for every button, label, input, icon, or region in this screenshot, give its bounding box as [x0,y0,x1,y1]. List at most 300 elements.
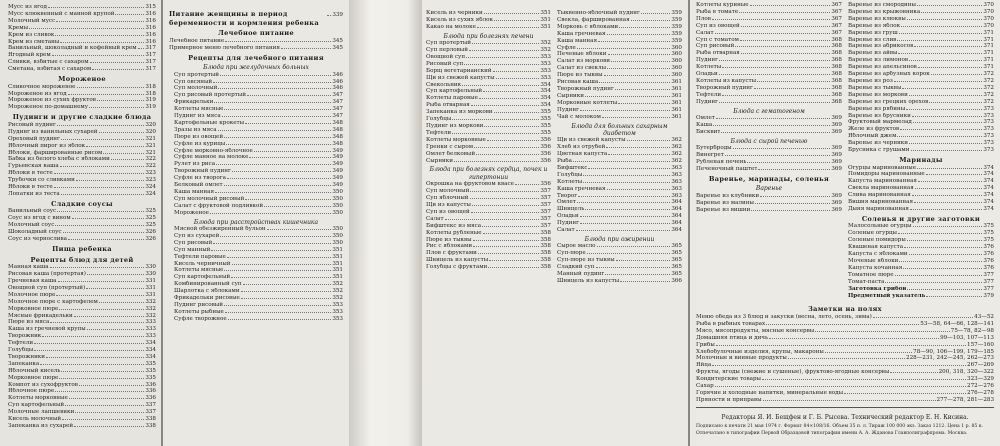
entry-title: Каша гречневая [557,185,606,192]
toc-entry [696,57,842,64]
dot-leader [56,295,144,296]
entry-title: Тефтели [8,340,34,347]
entry-title: Суп яблочный [426,195,469,202]
entry-title: Тефтели [696,91,722,98]
dot-leader [741,26,831,27]
entry-title: Зразы из мяса [174,126,217,133]
page-number: 369 [831,115,842,121]
entry-title: Мясной обезжиренный бульон [174,226,266,233]
toc-entry [8,11,156,18]
entry-title: Соленые огурцы [848,230,897,237]
dot-leader [68,94,145,95]
dot-leader [466,57,539,58]
entry-title: Кондитерские товары [696,376,762,383]
toc-entry [174,113,343,120]
toc-entry [557,31,682,38]
page-number: 325 [145,208,156,215]
dot-leader [483,233,540,234]
section-heading: Маринады [899,155,943,164]
dot-leader [488,267,539,268]
entry-title: Каша из гречневой крупы [8,326,86,333]
entry-group [169,38,343,52]
subsection-heading: Блюда при желудочных больных [203,64,309,72]
dot-leader [225,312,331,313]
dot-leader [232,171,331,172]
dot-leader [477,27,539,28]
dot-leader [452,133,539,134]
page-number: 365 [671,264,682,271]
entry-title: Чай с молоком [557,113,601,120]
section-heading: Пудинги и другие сладкие блюда [12,113,152,122]
entry-title: Рис с яблоками [426,243,473,250]
dot-leader [515,184,539,185]
entry-title: Крем из сливок [8,31,55,38]
toc-entry [174,295,343,302]
toc-entry [848,85,994,92]
page-number: 353 [540,60,551,67]
page-number: 335 [145,374,156,381]
page-number: 316 [145,17,156,24]
divider [696,407,994,408]
toc-entry [426,181,551,188]
entry-title: Котлеты из капусты [696,77,757,84]
dot-leader [76,180,145,181]
entry-title: Рисовая каша (протертая) [8,271,86,278]
entry-title: Суп картофельный [174,274,231,281]
section-heading: Пища ребенка [52,244,112,253]
entry-title: Кисель молочный [8,416,62,423]
dot-leader [99,302,144,303]
dot-leader [476,154,539,155]
dot-leader [897,40,982,41]
entry-title: Мусс клюквенный с манной крупой [8,10,115,17]
toc-entry [8,229,156,236]
entry-title: Фрикадельки рисовые [174,295,240,302]
entry-title: Рыба [557,158,572,165]
dot-leader [751,210,830,211]
dot-leader [99,132,145,133]
toc-entry [8,416,156,423]
toc-entry [557,227,682,234]
page-number: 317 [145,52,156,59]
toc-entry [696,166,842,173]
entry-title: Варенье из брусники [848,112,911,119]
toc-entry [696,16,842,23]
toc-entry [8,91,156,98]
toc-entry [174,161,343,168]
subsection-heading: Варенье [755,185,783,193]
entry-group [696,193,842,214]
entry-title: Котлеты мясные [174,267,224,274]
page-number: 356 [540,143,551,150]
entry-title: Томатное пюре [848,271,894,278]
page-number: 347 [332,99,343,106]
toc-entry [8,136,156,143]
toc-entry [696,122,842,129]
page-number: 361 [671,99,682,106]
entry-title: Творожники [8,353,46,360]
entry-title: Салат из свеклы [557,65,607,72]
entry-title: Каша гречневая [557,30,606,37]
page-number: 373 [983,140,994,147]
page-number: 371 [983,50,994,57]
entry-title: Ореховый пудинг [8,135,60,142]
entry-title: Компот из сухофруктов [8,381,78,388]
dot-leader [89,107,144,108]
toc-entry [848,265,994,272]
dot-leader [903,268,982,269]
dot-leader [489,260,539,261]
entry-title: Суфле манное на молоке [174,154,249,161]
toc-entry [8,313,156,320]
page-number: 356 [540,150,551,157]
dot-leader [899,33,983,34]
entry-title: Варенье из грецких орехов [848,98,929,105]
page-number: 323 [145,177,156,184]
entry-title: Каша [696,121,713,128]
entry-group [557,243,682,284]
page-number: 363 [671,171,682,178]
toc-entry [169,45,343,52]
dot-leader [894,81,983,82]
toc-entry [696,152,842,159]
toc-entry [696,362,994,369]
page-number: 331 [145,291,156,298]
dot-leader [760,196,830,197]
entry-title: Рулет из риса [174,161,216,168]
page-number: 75—78, 82—98 [950,327,994,334]
page-number: 335 [145,367,156,374]
entry-title: Запеканка из моркови [426,109,493,116]
dot-leader [55,35,144,36]
page-number: 367 [831,22,842,29]
toc-entry [696,50,842,57]
dot-leader [769,338,939,339]
dot-leader [214,102,331,103]
page-number: 324 [145,184,156,191]
dot-leader [909,95,983,96]
dot-leader [573,161,670,162]
toc-entry [174,267,343,274]
dot-leader [55,391,144,392]
page-number: 361 [671,113,682,120]
page-number: 316 [145,10,156,17]
entry-title: Морковные котлеты [557,99,618,106]
dot-leader [580,110,670,111]
entry-title: Варенье из лимонов [848,57,909,64]
entry-title: Голубцы [8,347,34,354]
page-number: 345 [332,37,343,44]
page-number: 353 [332,308,343,315]
page-number: 367 [831,15,842,22]
dot-leader [222,116,332,117]
toc-entry [696,383,994,390]
entry-title: Мороженое по-домашнему [8,104,89,111]
entry-title: Грибы [696,341,715,348]
entry-title: Бисквит [696,128,721,135]
entry-title: Капуста маринованная [848,178,917,185]
entry-title: Фрикадельки [174,99,214,106]
toc-entry [174,316,343,323]
entry-group [426,10,551,31]
dot-leader [900,129,982,130]
dot-leader [77,87,145,88]
entry-title: Предметный указатель [848,292,926,299]
toc-entry [696,64,842,71]
page-number: 359 [671,23,682,30]
entry-title: Суп овсяный [174,78,213,85]
entry-title: Котлеты [557,178,583,185]
entry-title: Кремы [8,24,29,31]
dot-leader [473,240,540,241]
page-number: 356 [540,181,551,188]
toc-entry [848,71,994,78]
page-number: 315 [145,4,156,10]
dot-leader [54,187,145,188]
page-number: 357 [540,208,551,215]
entry-title: Шоколадный соус [8,229,62,236]
page-number: 331 [145,277,156,284]
entry-group [848,2,994,154]
entry-title: Пудинг рисовый [174,302,223,308]
page-number: 370 [983,2,994,8]
dot-leader [218,88,331,89]
dot-leader [220,75,331,76]
toc-entry [8,409,156,416]
toc-entry [8,299,156,306]
page-number: 364 [671,220,682,227]
toc-entry [8,388,156,395]
entry-title: Варенье из клюквы [848,15,906,22]
toc-entry [8,285,156,292]
entry-title: Мороженое [174,209,209,216]
entry-group [169,226,343,323]
page-number: 316 [145,24,156,31]
entry-title: Варенье из тыквы [848,84,902,91]
toc-entry [557,137,682,144]
page-number: 367 [831,2,842,8]
dot-leader [898,53,982,54]
entry-group [848,165,994,213]
entry-title: Пудинг из ванильных сухарей [8,128,98,135]
dot-leader [213,243,331,244]
page-number: 368 [831,57,842,64]
toc-entry [174,196,343,203]
entry-title: Примерное меню лечебного питания [169,44,280,51]
toc-entry [426,95,551,102]
dot-leader [788,358,905,359]
dot-leader [138,48,145,49]
page-number: 368 [831,77,842,84]
dot-leader [478,253,539,254]
dot-leader [245,123,331,124]
page-number: 337 [145,402,156,409]
toc-entry [169,38,343,45]
page-number: 337 [145,409,156,416]
toc-entry [696,85,842,92]
page-number: 324 [145,190,156,197]
page-number: 367 [831,8,842,15]
page-number: 348 [332,119,343,126]
entry-title: Рисовый пудинг [8,121,56,128]
entry-group [696,2,842,106]
entry-title: Гречневая каша [8,277,57,284]
entry-title: Пюре из овощей [174,133,224,140]
entry-title: Плов [696,15,711,22]
section-heading: Мороженое [58,75,106,84]
entry-title: Суп-пюре [557,250,586,257]
dot-leader [464,64,539,65]
page-number: 336 [145,388,156,395]
page-number: 368 [831,71,842,78]
toc-entry [8,368,156,375]
toc-entry [557,93,682,100]
toc-entry [8,45,156,52]
dot-leader [602,117,670,118]
entry-title: Квашеная капуста [848,244,904,251]
toc-entry [848,272,994,279]
toc-entry [696,369,994,376]
dot-leader [739,12,830,13]
page-number: 374 [983,171,994,178]
page-number: 354 [540,81,551,88]
page-number: 368 [831,64,842,71]
toc-entry [848,2,994,9]
dot-leader [55,225,144,226]
entry-group [8,208,156,243]
entry-title: Суп картофельный [8,402,65,409]
toc-entry [848,171,994,178]
page-number: 363 [671,178,682,185]
dot-leader [909,143,982,144]
page-number: 333 [145,326,156,333]
dot-leader [90,62,145,63]
entry-title: Желе из фруктов [848,126,900,133]
page-number: 369 [831,199,842,206]
entry-title: Щи из капусты [426,201,471,208]
toc-entry [696,43,842,50]
column-left [696,2,842,299]
entry-title: Голубцы с фруктами [426,264,488,271]
entry-title: Соус из чернослива [8,236,67,243]
entry-title: Ванильный, шоколадный и кофейный крем [8,45,137,52]
dot-leader [218,130,332,131]
dot-leader [885,282,982,283]
dot-leader [719,74,831,75]
toc-entry [174,261,343,268]
toc-entry [848,286,994,293]
dot-leader [470,191,539,192]
toc-entry [174,127,343,134]
dot-leader [220,236,331,237]
toc-entry [8,402,156,409]
toc-entry [8,375,156,382]
page-number: 354 [540,88,551,95]
page-number: 369 [831,152,842,159]
toc-entry [174,210,343,217]
dot-leader [825,352,912,353]
dot-leader [735,46,830,47]
entry-title: Печеные яблоки [557,51,607,58]
page-number: 370 [983,8,994,15]
dot-leader [224,305,331,306]
entry-title: Мясо, мясопродукты, мясные консервы [696,327,815,334]
dot-leader [583,182,670,183]
dot-leader [587,253,671,254]
entry-title: Кисель из сухих яблок [426,16,493,23]
dot-leader [58,281,145,282]
entry-title: Бутерброды [696,145,732,152]
toc-entry [8,382,156,389]
toc-entry [848,251,994,258]
entry-title: Молочные лапшевики [8,409,75,416]
dot-leader [608,154,670,155]
dot-leader [227,257,332,258]
page-number: 334 [145,340,156,347]
toc-entry [557,220,682,227]
dot-leader [918,67,982,68]
toc-entry [8,191,156,198]
dot-leader [721,132,830,133]
page-number: 354 [540,95,551,102]
dot-leader [59,309,144,310]
page-number: 320 [145,121,156,128]
toc-entry [557,172,682,179]
page-number: 361 [671,92,682,99]
toc-entry [174,281,343,288]
toc-entry [848,126,994,133]
dot-leader [899,261,982,262]
page-number: 366 [671,277,682,284]
dot-leader [86,146,144,147]
dot-leader [577,48,670,49]
entry-title: Яблоки в тесте [8,184,53,191]
toc-entry [696,30,842,37]
page-number: 334 [145,347,156,354]
dot-leader [493,71,540,72]
toc-entry [426,158,551,165]
entry-title: Варенье из клубники [696,192,760,199]
dot-leader [264,206,331,207]
dot-leader [716,345,966,346]
dot-leader [470,198,540,199]
page-number: 371 [983,57,994,64]
toc-entry [696,145,842,152]
book-gutter [349,0,422,446]
toc-entry [848,223,994,230]
dot-leader [54,173,145,174]
dot-leader [583,175,670,176]
toc-entry [848,199,994,206]
page-number: 336 [145,381,156,388]
toc-entry [696,159,842,166]
entry-title: Шницель [557,206,585,213]
page-number: 200, 318, 320—322 [938,369,994,376]
entry-title: Варенье из рябины [848,105,906,112]
page-number: 349 [332,147,343,154]
entry-title: Мороженое из сухих фруктов [8,97,96,104]
toc-entry [174,203,343,210]
page-number: 374 [983,178,994,185]
page-number: 353 [540,53,551,60]
page-number: 372 [983,77,994,84]
page-number: 362 [671,137,682,144]
dot-leader [487,140,540,141]
toc-entry [848,244,994,251]
toc-entry [848,237,994,244]
page-number: 351 [332,253,343,260]
toc-entry [848,30,994,37]
